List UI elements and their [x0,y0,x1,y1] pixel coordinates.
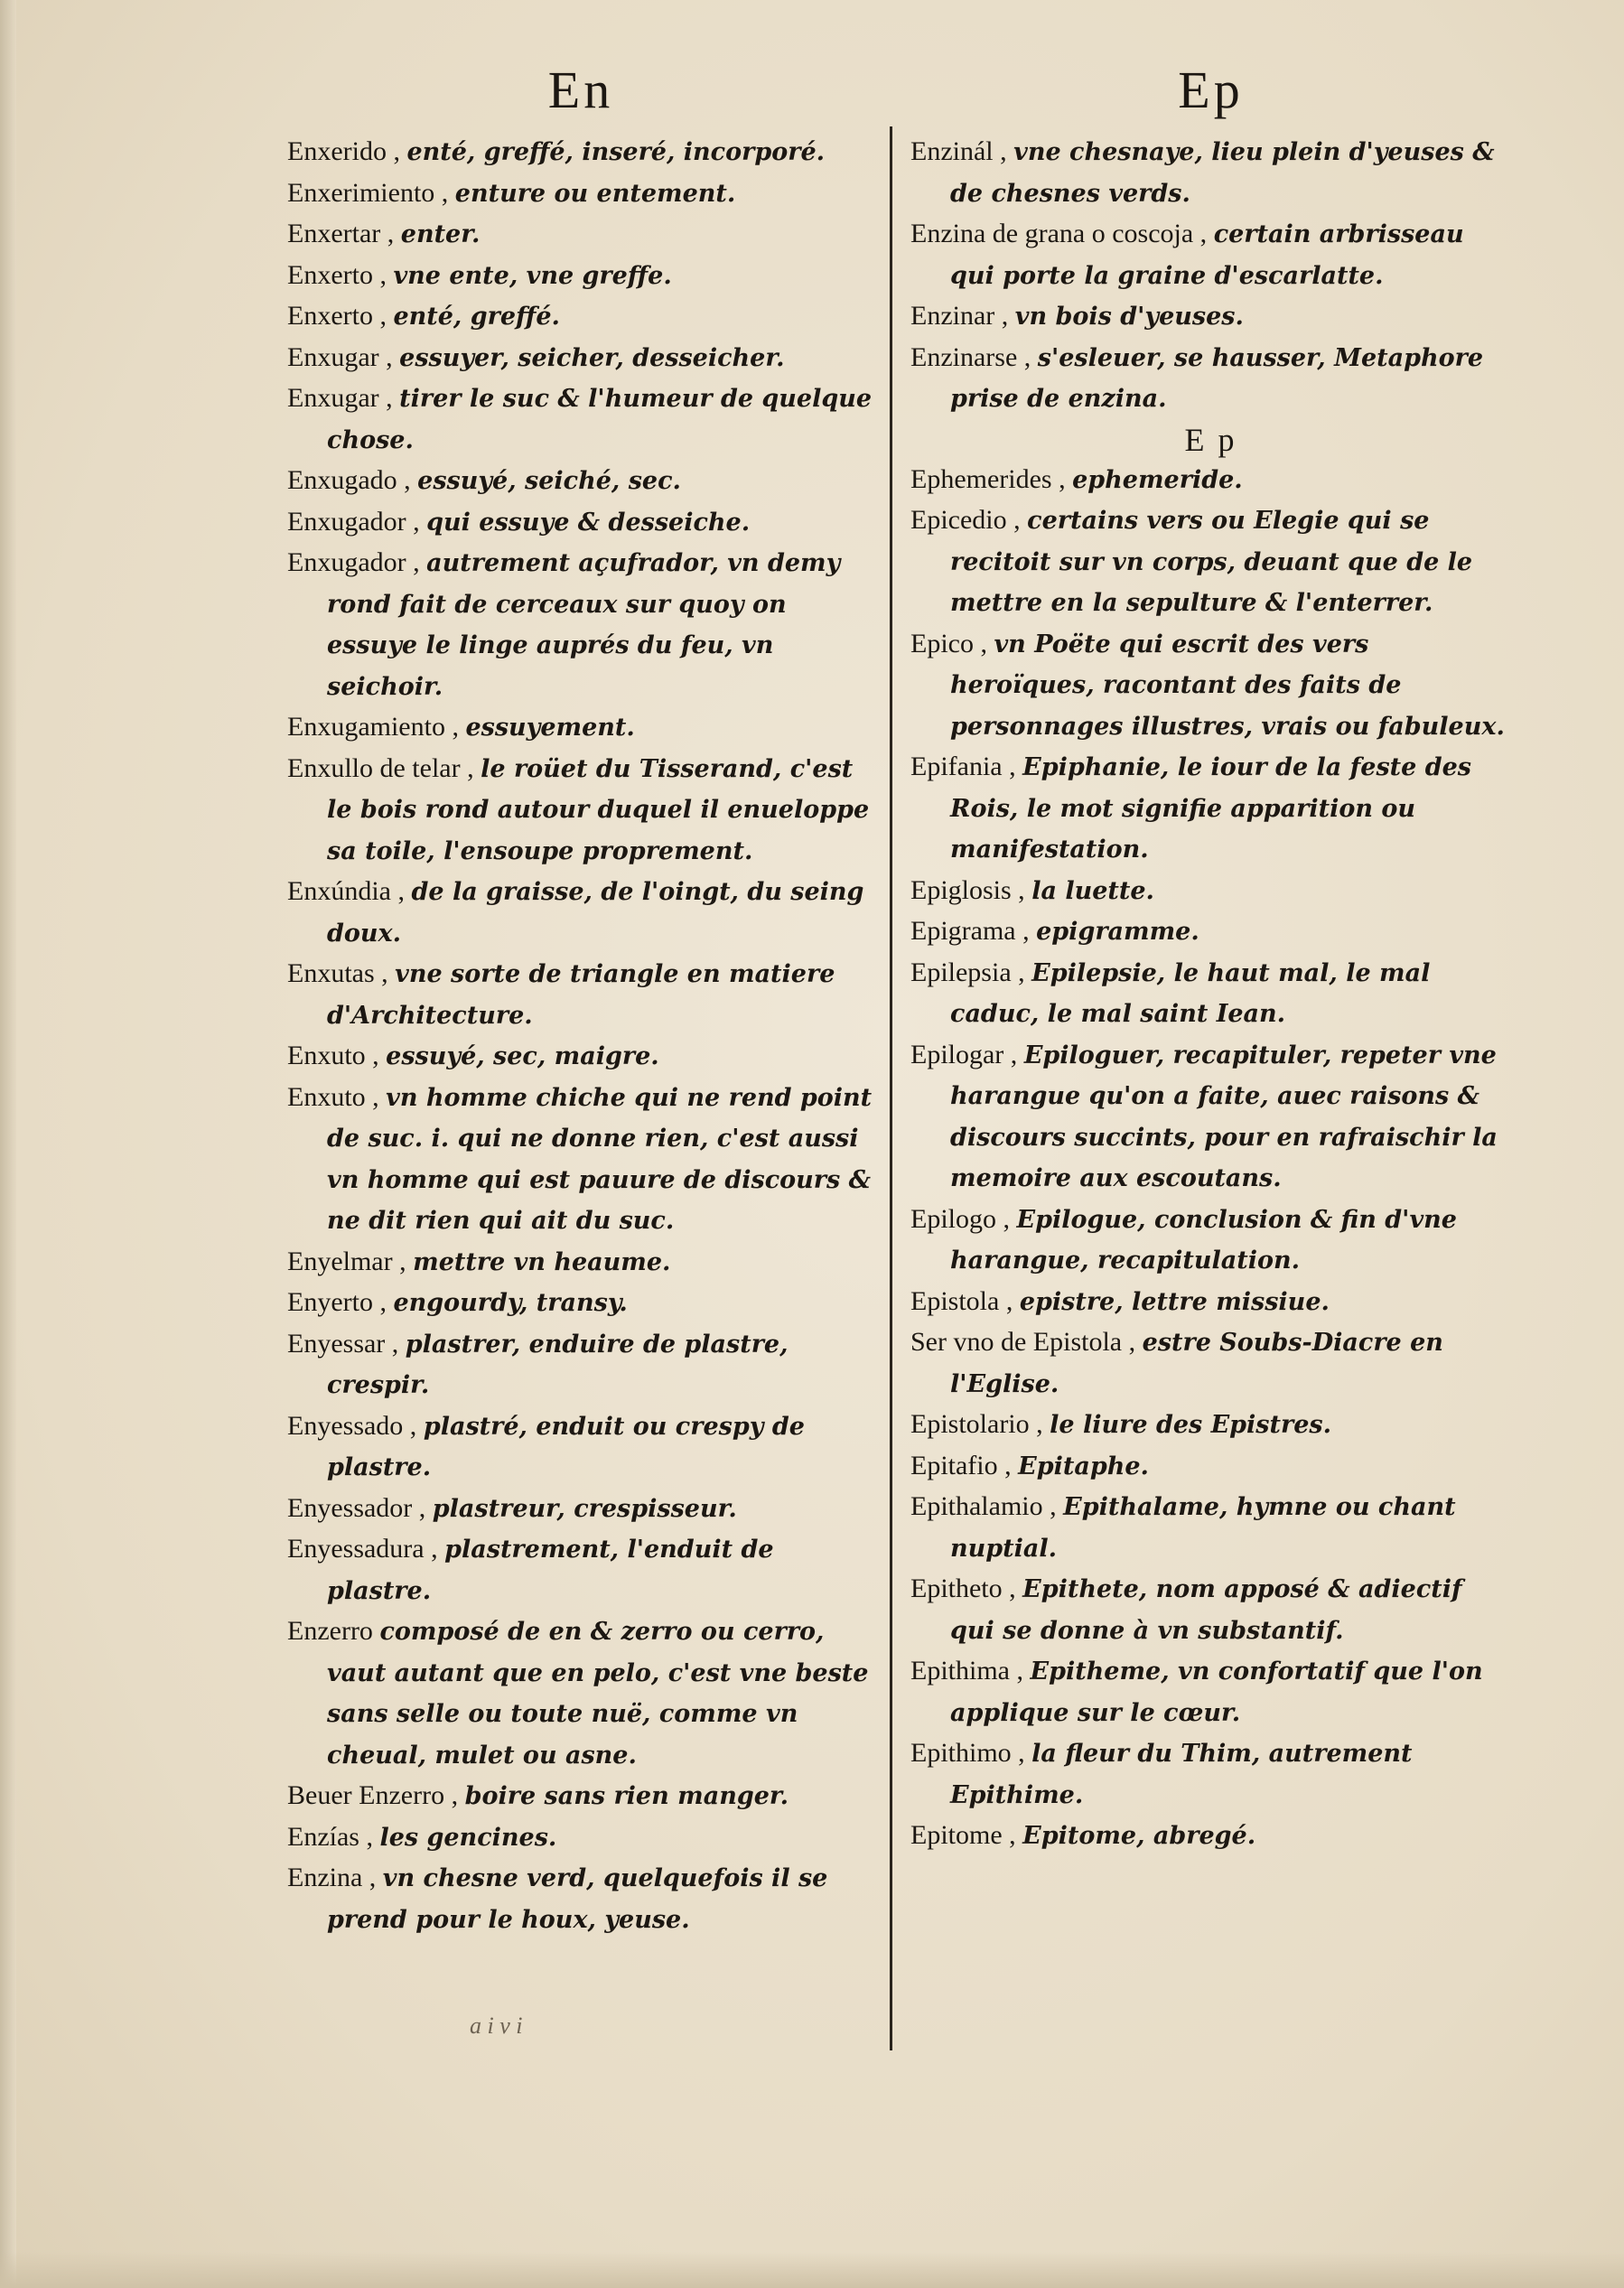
entry-headword: Enyerto , [287,1287,387,1317]
entry-definition: vn bois d'yeuses. [1014,303,1244,331]
dictionary-entry [910,1200,1511,1282]
dictionary-entry [287,1078,874,1242]
entry-definition: essuyé, seiché, sec. [417,467,681,495]
dictionary-entry [910,953,1511,1035]
entry-headword: Epilepsia , [910,957,1025,987]
right-entry-list [910,460,1511,1857]
entry-headword: Enxugamiento , [287,712,459,742]
entry-headword: Epistola , [910,1285,1013,1316]
entry-definition: plastrement, l'enduit de plastre. [327,1536,774,1605]
entry-headword: Enzina de grana o coscoja , [910,219,1208,248]
entry-definition: qui essuye & desseiche. [426,508,751,537]
entry-headword: Epifania , [910,752,1016,781]
entry-definition: la luette. [1031,876,1154,905]
dictionary-entry [287,872,874,954]
entry-definition: les gencines. [379,1823,557,1852]
left-entry-list [287,132,874,1940]
entry-definition: tirer le suc & l'humeur de quelque chose. [327,385,873,454]
dictionary-entry [287,1242,874,1284]
entry-headword: Enxugador , [287,506,420,537]
entry-headword: Enyessado , [287,1410,417,1441]
entry-headword: Enxerimiento , [287,177,449,208]
entry-definition: vn homme chiche qui ne rend point de suc. i. qui ne donne rien, c'est aussi vn homme qui est pauure de discours & ne dit rien qui ait du suc. [327,1083,873,1235]
dictionary-entry [287,502,874,544]
entry-headword: Epitheto , [910,1574,1016,1603]
dictionary-entry [910,1405,1511,1446]
entry-definition: vne ente, vne greffe. [393,261,672,290]
entry-headword: Enzinar , [910,301,1009,331]
right-running-head: Ep [1178,61,1244,119]
dictionary-entry [910,1733,1511,1816]
entry-definition: essuyer, seicher, desseicher. [399,343,785,372]
entry-headword: Enxerto , [287,301,387,331]
entry-headword: Epilogo , [910,1203,1010,1234]
dictionary-entry [287,1489,874,1530]
entry-definition: vne chesnaye, lieu plein d'yeuses & de chesnes verds. [950,138,1495,208]
entry-definition: Epilepsie, le haut mal, le mal caduc, le mal saint Iean. [950,958,1431,1028]
entry-headword: Enyelmar , [287,1246,406,1276]
entry-headword: Enyessador , [287,1492,426,1523]
entry-definition: Epitome, abregé. [1022,1822,1256,1850]
dictionary-entry [287,1324,874,1406]
dictionary-entry [287,214,874,256]
entry-definition: autrement açufrador, vn demy rond fait de cerceaux sur quoy on essuye le linge auprés du feu, vn seichoir. [327,549,841,701]
dictionary-entry [910,871,1511,912]
entry-headword: Epiglosis , [910,874,1025,905]
dictionary-entry [287,543,874,707]
dictionary-entry [287,1036,874,1078]
entry-definition: Epilogue, conclusion & fin d'vne harangue, recapitulation. [950,1205,1457,1275]
entry-definition: certains vers ou Elegie qui se recitoit sur vn corps, deuant que de le mettre en la sepulture & l'enterrer. [950,507,1473,617]
dictionary-entry [287,461,874,502]
entry-headword: Epithima , [910,1656,1023,1686]
entry-headword: Enzinál , [910,136,1007,166]
page-bottom-shadow [0,2252,1624,2288]
entry-headword: Enyessar , [287,1328,399,1359]
right-column [910,54,1511,1857]
dictionary-entry [910,1322,1511,1405]
dictionary-entry [287,1406,874,1489]
dictionary-entry [910,460,1511,501]
entry-definition: essuyé, sec, maigre. [386,1042,659,1070]
dictionary-entry [287,338,874,379]
entry-definition: plastrer, enduire de plastre, crespir. [327,1330,789,1399]
page-binding-edge [0,0,16,2288]
entry-definition: estre Soubs-Diacre en l'Eglise. [950,1329,1443,1398]
entry-definition: Epithete, nom apposé & adiectif qui se donne à vn substantif. [950,1575,1462,1645]
entry-headword: Epicedio , [910,505,1021,535]
left-column [287,54,874,1940]
entry-headword: Epistolario , [910,1409,1043,1439]
entry-headword: Enzinarse , [910,341,1031,372]
entry-definition: le roüet du Tisserand, c'est le bois rond autour duquel il enueloppe sa toile, l'ensoupe proprement. [327,754,870,865]
entry-headword: Beuer Enzerro , [287,1780,459,1810]
dictionary-entry [287,707,874,749]
dictionary-entry [287,1817,874,1859]
entry-definition: certain arbrisseau qui porte la graine d'escarlatte. [950,220,1464,290]
entry-definition: vn Poëte qui escrit des vers heroïques, racontant des faits de personnages illustres, vrais ou fabuleux. [950,630,1505,741]
dictionary-entry [910,500,1511,624]
entry-headword: Enxutas , [287,958,388,988]
entry-headword: Epico , [910,628,987,658]
entry-definition: essuyement. [465,714,635,742]
entry-headword: Epithalamio , [910,1491,1057,1521]
entry-headword: Enzerro [287,1616,373,1646]
entry-definition: epistre, lettre missiue. [1019,1287,1330,1316]
entry-headword: Enxertar , [287,219,395,248]
dictionary-entry [287,132,874,173]
entry-headword: Enzina , [287,1863,377,1892]
entry-headword: Epigrama , [910,916,1030,946]
entry-definition: plastré, enduit ou crespy de plastre. [327,1412,805,1481]
entry-definition: enté, greffé. [393,303,560,331]
entry-headword: Ephemerides , [910,463,1066,494]
entry-headword: Enxerto , [287,259,387,290]
entry-headword: Epitafio , [910,1450,1012,1480]
section-heading: E p [1184,421,1237,458]
dictionary-entry [910,1487,1511,1569]
entry-definition: mettre vn heaume. [413,1247,671,1276]
entry-headword: Ser vno de Epistola , [910,1327,1136,1357]
entry-definition: vne sorte de triangle en matiere d'Architecture. [327,960,835,1030]
entry-definition: Epitheme, vn confortatif que l'on applique sur le cœur. [950,1658,1483,1727]
entry-definition: composé de en & zerro ou cerro, vaut autant que en pelo, c'est vne beste sans selle ou toute nuë, comme vn cheual, mulet ou asne. [327,1618,869,1770]
dictionary-entry [287,954,874,1036]
entry-headword: Epithimo , [910,1738,1025,1768]
dictionary-entry [910,624,1511,748]
entry-headword: Enzías , [287,1821,373,1852]
entry-headword: Epitome , [910,1820,1016,1850]
entry-definition: vn chesne verd, quelquefois il se prend pour le houx, yeuse. [327,1864,828,1934]
dictionary-entry [910,338,1511,420]
entry-headword: Enxugado , [287,465,411,495]
dictionary-entry [287,1776,874,1817]
dictionary-entry [910,132,1511,214]
entry-definition: Epiloguer, recapituler, repeter vne harangue qu'on a faite, auec raisons & discours succints, pour en rafraischir la memoire aux escoutans. [950,1041,1498,1192]
entry-definition: s'esleuer, se hausser, Metaphore prise de enzina. [950,343,1484,413]
dictionary-entry [287,749,874,873]
right-entry-list-top [910,132,1511,420]
dictionary-entry [910,1035,1511,1200]
entry-headword: Enxerido , [287,136,400,166]
entry-definition: le liure des Epistres. [1050,1411,1331,1439]
entry-definition: engourdy, transy. [393,1289,628,1317]
entry-definition: la fleur du Thim, autrement Epithime. [950,1740,1413,1809]
dictionary-entry [910,1816,1511,1857]
dictionary-entry [910,1569,1511,1651]
entry-definition: enture ou entement. [454,179,736,208]
entry-definition: boire sans rien manger. [464,1782,789,1810]
entry-definition: Epitaphe. [1018,1452,1149,1480]
entry-headword: Enxuto , [287,1041,379,1070]
dictionary-entry [287,173,874,215]
dictionary-entry [287,1611,874,1776]
dictionary-entry [910,747,1511,871]
entry-headword: Enxuto , [287,1081,379,1112]
entry-definition: enté, greffé, inseré, incorporé. [406,138,826,166]
entry-definition: plastreur, crespisseur. [432,1494,737,1523]
dictionary-entry [287,1529,874,1611]
dictionary-entry [287,1283,874,1324]
entry-definition: de la graisse, de l'oingt, du seing doux. [327,878,864,948]
entry-definition: epigramme. [1036,918,1199,946]
dictionary-entry [910,296,1511,338]
dictionary-entry [287,296,874,338]
entry-headword: Enxúndia , [287,876,405,906]
dictionary-entry [287,378,874,461]
entry-headword: Enxugar , [287,383,393,413]
dictionary-entry [910,1446,1511,1488]
entry-headword: Enxugador , [287,547,420,577]
dictionary-entry [287,1858,874,1940]
dictionary-entry [287,256,874,297]
entry-definition: enter. [400,220,481,248]
dictionary-entry [910,1651,1511,1733]
dictionary-entry [910,911,1511,953]
entry-definition: ephemeride. [1072,465,1243,494]
dictionary-entry [910,214,1511,296]
entry-headword: Epilogar , [910,1039,1018,1069]
left-running-head: En [547,61,614,119]
signature-mark: a i v i [470,2013,523,2039]
entry-headword: Enxugar , [287,341,393,372]
entry-definition: Epithalame, hymne ou chant nuptial. [950,1493,1456,1563]
column-divider [890,126,892,2050]
dictionary-entry [910,1282,1511,1323]
entry-headword: Enyessadura , [287,1534,438,1564]
entry-headword: Enxullo de telar , [287,752,474,783]
entry-definition: Epiphanie, le iour de la feste des Rois, le mot signifie apparition ou manifestation. [950,753,1471,864]
